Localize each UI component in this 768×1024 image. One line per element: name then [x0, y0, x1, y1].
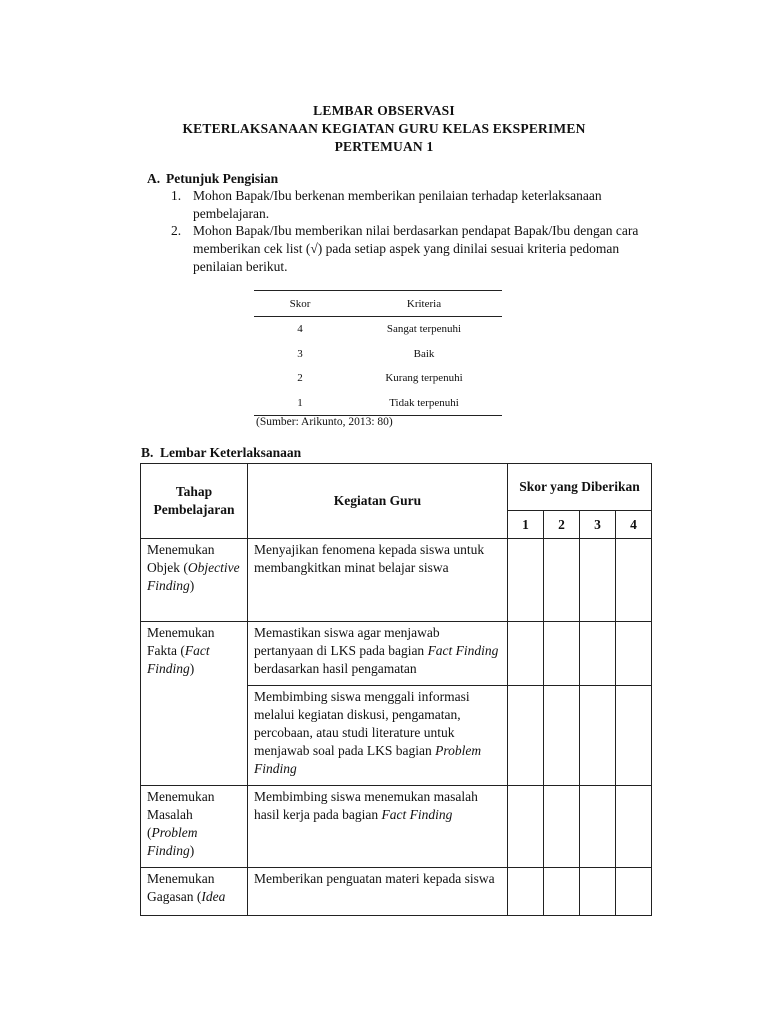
table-row — [141, 868, 652, 916]
document-subtitle: KETERLAKSANAAN KEGIATAN GURU KELAS EKSPERIMEN — [182, 121, 586, 136]
activity-text: Membimbing siswa menggali informasi melalui kegiatan diskusi, pengamatan, percobaan, atau studi literature untuk menjawab soal pada LKS bagian — [254, 689, 470, 758]
stage-text: Menemukan Objek ( — [147, 542, 215, 575]
activity-cell — [248, 868, 508, 916]
instruction-number: 2. — [171, 223, 182, 238]
document-title: LEMBAR OBSERVASI — [313, 103, 455, 118]
section-b-label: B. — [141, 445, 154, 460]
score-column-2: 2 — [544, 511, 580, 539]
criteria-description: Sangat terpenuhi — [386, 323, 462, 336]
section-a-title: Petunjuk Pengisian — [166, 171, 279, 186]
score-checkbox-cell[interactable] — [580, 868, 616, 916]
criteria-header-row — [254, 291, 502, 317]
stage-text: Menemukan Masalah ( — [147, 789, 215, 840]
score-column-4: 4 — [616, 511, 652, 539]
stage-cell — [141, 786, 248, 868]
score-checkbox-cell[interactable] — [616, 868, 652, 916]
header-learning-stage: Tahap Pembelajaran — [141, 464, 248, 539]
stage-cell — [141, 868, 248, 916]
score-checkbox-cell[interactable] — [508, 786, 544, 868]
activity-cell — [248, 686, 508, 786]
score-column-1: 1 — [508, 511, 544, 539]
header-teacher-activity: Kegiatan Guru — [248, 464, 508, 539]
activity-text: Memberikan penguatan materi kepada siswa — [254, 871, 495, 886]
score-checkbox-cell[interactable] — [616, 622, 652, 686]
criteria-description: Tidak terpenuhi — [389, 396, 459, 409]
score-checkbox-cell[interactable] — [544, 622, 580, 686]
section-a-label: A. — [147, 171, 161, 186]
stage-term: Problem Finding — [147, 825, 198, 858]
score-checkbox-cell[interactable] — [508, 868, 544, 916]
criteria-source: (Sumber: Arikunto, 2013: 80) — [256, 416, 393, 428]
table-row — [141, 622, 652, 686]
activity-cell — [248, 539, 508, 622]
activity-term: Fact Finding — [381, 807, 453, 822]
criteria-table — [254, 290, 502, 416]
section-b-heading — [141, 445, 301, 461]
score-checkbox-cell[interactable] — [544, 868, 580, 916]
criteria-score: 4 — [297, 323, 303, 336]
score-checkbox-cell[interactable] — [616, 686, 652, 786]
activity-text: Menyajikan fenomena kepada siswa untuk membangkitkan minat belajar siswa — [254, 542, 485, 575]
score-checkbox-cell[interactable] — [508, 539, 544, 622]
activity-text-end: berdasarkan hasil pengamatan — [254, 661, 417, 676]
score-checkbox-cell[interactable] — [580, 539, 616, 622]
header-score-given: Skor yang Diberikan — [508, 464, 652, 511]
instruction-text: Mohon Bapak/Ibu memberikan nilai berdasarkan pendapat Bapak/Ibu dengan cara memberikan cek list (√) pada setiap aspek yang dinilai sesuai kriteria pedoman penilaian berikut. — [193, 223, 639, 274]
stage-cell — [141, 622, 248, 786]
table-row — [141, 539, 652, 622]
activity-text: Membimbing siswa menemukan masalah hasil kerja pada bagian — [254, 789, 478, 822]
criteria-header-criteria: Kriteria — [406, 297, 442, 310]
score-checkbox-cell[interactable] — [544, 539, 580, 622]
criteria-description: Baik — [413, 347, 435, 360]
score-checkbox-cell[interactable] — [580, 686, 616, 786]
stage-text-end: ) — [189, 578, 195, 593]
instruction-number: 1. — [171, 188, 182, 203]
stage-term: Fact Finding — [147, 643, 210, 676]
stage-term: Idea — [201, 889, 226, 904]
criteria-description: Kurang terpenuhi — [385, 372, 463, 385]
stage-text-end: ) — [189, 661, 195, 676]
section-a-heading — [147, 171, 278, 187]
criteria-row — [254, 366, 502, 391]
criteria-score: 2 — [297, 372, 303, 385]
criteria-score: 1 — [297, 396, 303, 409]
activity-text: Memastikan siswa agar menjawab pertanyaan di LKS pada bagian — [254, 625, 440, 658]
table-header-row — [141, 464, 652, 511]
activity-term: Problem Finding — [254, 743, 482, 776]
score-checkbox-cell[interactable] — [580, 622, 616, 686]
score-column-3: 3 — [580, 511, 616, 539]
observation-table — [140, 463, 652, 916]
score-checkbox-cell[interactable] — [580, 786, 616, 868]
table-row — [141, 786, 652, 868]
criteria-row — [254, 391, 502, 416]
stage-cell — [141, 539, 248, 622]
score-checkbox-cell[interactable] — [616, 539, 652, 622]
activity-cell — [248, 622, 508, 686]
section-b-title: Lembar Keterlaksanaan — [160, 445, 302, 460]
score-checkbox-cell[interactable] — [544, 786, 580, 868]
stage-text-end: ) — [189, 843, 195, 858]
criteria-header-score: Skor — [289, 297, 311, 310]
activity-cell — [248, 786, 508, 868]
activity-term: Fact Finding — [427, 643, 499, 658]
criteria-score: 3 — [297, 347, 303, 360]
meeting-label: PERTEMUAN 1 — [334, 139, 434, 154]
score-checkbox-cell[interactable] — [616, 786, 652, 868]
criteria-row — [254, 342, 502, 367]
stage-text: Menemukan Gagasan ( — [147, 871, 215, 904]
stage-text: Menemukan Fakta ( — [147, 625, 215, 658]
score-checkbox-cell[interactable] — [508, 686, 544, 786]
score-checkbox-cell[interactable] — [508, 622, 544, 686]
instruction-text: Mohon Bapak/Ibu berkenan memberikan penilaian terhadap keterlaksanaan pembelajaran. — [193, 188, 602, 221]
criteria-row — [254, 317, 502, 342]
stage-term: Objective Finding — [147, 560, 240, 593]
score-checkbox-cell[interactable] — [544, 686, 580, 786]
